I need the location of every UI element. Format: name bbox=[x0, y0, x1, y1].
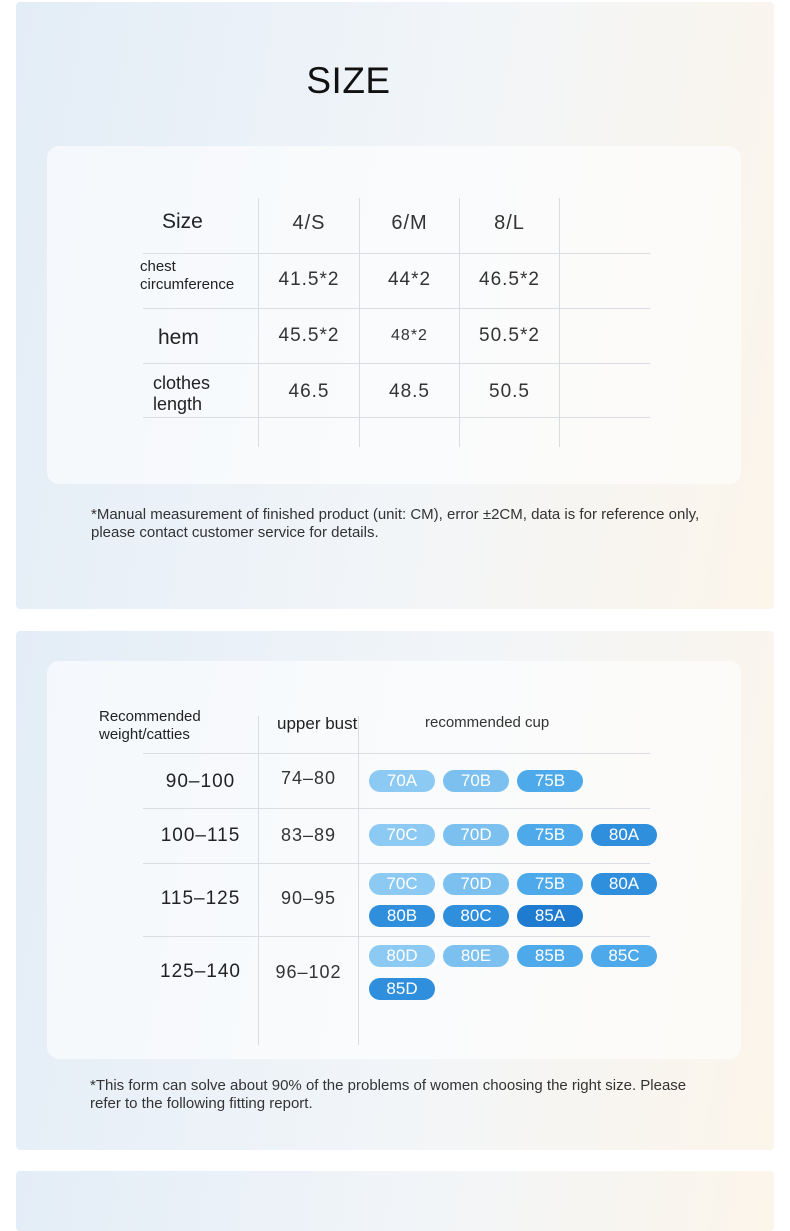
table-cell: 46.5*2 bbox=[479, 269, 540, 290]
table-cell: 45.5*2 bbox=[278, 325, 340, 346]
cup-table-card bbox=[47, 661, 741, 1059]
bust-range: 96–102 bbox=[275, 962, 342, 982]
cup-chip: 75B bbox=[517, 824, 583, 846]
table-divider bbox=[143, 753, 650, 754]
table-divider bbox=[143, 253, 650, 254]
size-header-label: Size bbox=[162, 210, 203, 233]
table-divider bbox=[459, 198, 460, 447]
size-panel bbox=[16, 2, 774, 609]
row-label-chest: chest circumference bbox=[140, 258, 235, 293]
cup-chip: 70A bbox=[369, 770, 435, 792]
table-cell: 50.5*2 bbox=[479, 325, 540, 346]
table-cell: 46.5 bbox=[288, 381, 330, 402]
bust-range: 83–89 bbox=[280, 825, 337, 845]
table-cell: 41.5*2 bbox=[278, 269, 340, 290]
table-divider bbox=[258, 716, 259, 1045]
cup-header: recommended cup bbox=[425, 714, 550, 731]
cup-panel bbox=[16, 631, 774, 1150]
table-divider bbox=[143, 363, 650, 364]
cup-chip: 75B bbox=[517, 873, 583, 895]
next-section-panel bbox=[16, 1171, 774, 1231]
cup-chip: 75B bbox=[517, 770, 583, 792]
table-divider bbox=[559, 198, 560, 447]
table-divider bbox=[143, 417, 650, 418]
cup-chip: 80A bbox=[591, 873, 657, 895]
table-cell: 48.5 bbox=[389, 381, 430, 402]
cup-chip: 80C bbox=[443, 905, 509, 927]
bust-header: upper bust bbox=[277, 714, 358, 733]
table-divider bbox=[143, 808, 650, 809]
cup-chip: 70C bbox=[369, 824, 435, 846]
cup-chip: 70B bbox=[443, 770, 509, 792]
table-cell: 44*2 bbox=[387, 269, 432, 290]
table-divider bbox=[143, 308, 650, 309]
table-divider bbox=[143, 936, 650, 937]
table-divider bbox=[359, 198, 360, 447]
size-table-card bbox=[47, 146, 741, 484]
weight-range: 90–100 bbox=[165, 771, 236, 792]
weight-range: 115–125 bbox=[160, 888, 241, 909]
size-title: SIZE bbox=[306, 60, 391, 101]
table-divider bbox=[258, 198, 259, 447]
row-label-hem: hem bbox=[158, 326, 199, 349]
table-cell: 48*2 bbox=[391, 327, 428, 344]
cup-chip: 80E bbox=[443, 945, 509, 967]
size-note: *Manual measurement of finished product (unit: CM), error ±2CM, data is for reference only, please contact customer service for details. bbox=[91, 506, 700, 541]
row-label-length: clothes length bbox=[153, 373, 211, 414]
cup-chip: 85C bbox=[591, 945, 657, 967]
size-column-header: 6/M bbox=[391, 212, 428, 234]
bust-range: 90–95 bbox=[280, 888, 337, 908]
cup-chip: 80D bbox=[369, 945, 435, 967]
weight-range: 100–115 bbox=[160, 825, 241, 846]
cup-chip: 70D bbox=[443, 873, 509, 895]
cup-chip: 70C bbox=[369, 873, 435, 895]
cup-note: *This form can solve about 90% of the problems of women choosing the right size. Please refer to the following fitting report. bbox=[90, 1077, 687, 1112]
table-cell: 50.5 bbox=[489, 381, 530, 402]
bust-range: 74–80 bbox=[280, 768, 337, 788]
cup-chip: 80A bbox=[591, 824, 657, 846]
weight-range: 125–140 bbox=[160, 961, 241, 982]
size-column-header: 8/L bbox=[494, 212, 525, 234]
cup-chip: 70D bbox=[443, 824, 509, 846]
table-divider bbox=[143, 863, 650, 864]
table-divider bbox=[358, 716, 359, 1045]
cup-chip: 80B bbox=[369, 905, 435, 927]
cup-chip: 85B bbox=[517, 945, 583, 967]
cup-chip: 85D bbox=[369, 978, 435, 1000]
weight-header: Recommended weight/catties bbox=[99, 708, 201, 743]
size-column-header: 4/S bbox=[292, 212, 326, 234]
cup-chip: 85A bbox=[517, 905, 583, 927]
